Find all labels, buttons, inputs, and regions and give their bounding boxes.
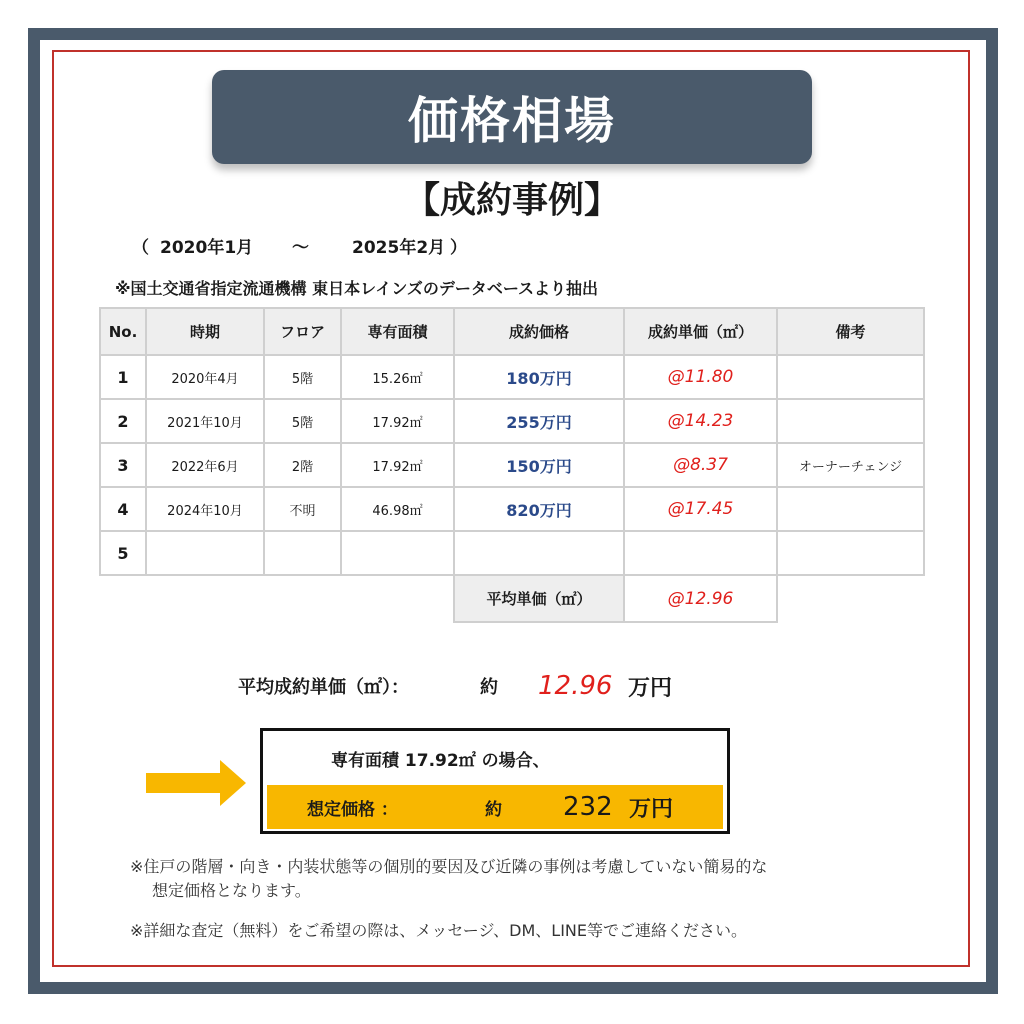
cell-unit-price: @14.23 (624, 399, 777, 443)
footnote-1-line2: 想定価格となります。 (152, 881, 311, 900)
header-floor: フロア (264, 308, 341, 355)
table-row (100, 399, 924, 443)
average-unit: 万円 (628, 675, 673, 701)
cell-no: 4 (100, 487, 146, 531)
cell-area (341, 531, 454, 575)
cell-floor (264, 531, 341, 575)
period-open: （ (132, 238, 149, 258)
cell-date: 2021年10月 (146, 399, 264, 443)
cell-unit-price (624, 531, 777, 575)
cell-note (777, 487, 924, 531)
period-end: 2025年2月 (352, 238, 446, 258)
cell-floor: 5階 (264, 355, 341, 399)
average-row (100, 575, 924, 622)
footnote-1-line1: ※住戸の階層・向き・内装状態等の個別的要因及び近隣の事例は考慮していない簡易的な (130, 857, 768, 876)
header-note: 備考 (777, 308, 924, 355)
estimate-label: 想定価格 ： (307, 799, 398, 820)
average-unit-wrap (628, 668, 672, 704)
title-banner (212, 70, 812, 164)
transaction-table (99, 307, 925, 623)
cell-note (777, 399, 924, 443)
cell-no: 1 (100, 355, 146, 399)
cell-unit-price: @17.45 (624, 487, 777, 531)
blank-cell (777, 575, 924, 622)
subtitle: 【成約事例】 (403, 180, 620, 221)
period-close: ） (450, 238, 467, 258)
table-row (100, 531, 924, 575)
cell-floor: 2階 (264, 443, 341, 487)
cell-note: オーナーチェンジ (777, 443, 924, 487)
cell-date: 2024年10月 (146, 487, 264, 531)
header-area: 専有面積 (341, 308, 454, 355)
estimate-value: 232 (563, 792, 613, 822)
blank-cell (100, 575, 454, 622)
table-row (100, 487, 924, 531)
average-label-wrap (238, 668, 409, 704)
estimate-condition: 専有面積 17.92㎡ の場合、 (331, 750, 550, 771)
cell-area: 17.92㎡ (341, 399, 454, 443)
average-value-wrap (538, 668, 612, 704)
cell-unit-price: @8.37 (624, 443, 777, 487)
cell-area: 46.98㎡ (341, 487, 454, 531)
avg-unit-label: 平均単価（㎡） (454, 575, 624, 622)
period-start: 2020年1月 (160, 238, 254, 258)
header-no: No. (100, 308, 146, 355)
table-row (100, 355, 924, 399)
arrow-right-icon (146, 760, 246, 806)
cell-floor: 5階 (264, 399, 341, 443)
cell-date: 2020年4月 (146, 355, 264, 399)
average-approx: 約 (480, 677, 498, 698)
period-separator: 〜 (292, 238, 309, 258)
cell-no: 3 (100, 443, 146, 487)
header-unit-price: 成約単価（㎡） (624, 308, 777, 355)
header-price: 成約価格 (454, 308, 624, 355)
avg-unit-value: @12.96 (624, 575, 777, 622)
page-title: 価格相場 (408, 92, 616, 150)
cell-note (777, 531, 924, 575)
estimate-highlight (267, 785, 723, 829)
cell-price: 820万円 (454, 487, 624, 531)
cell-area: 15.26㎡ (341, 355, 454, 399)
estimate-unit: 万円 (629, 796, 674, 822)
cell-date: 2022年6月 (146, 443, 264, 487)
source-note: ※国土交通省指定流通機構 東日本レインズのデータベースより抽出 (115, 279, 599, 298)
footnote-2: ※詳細な査定（無料）をご希望の際は、メッセージ、DM、LINE等でご連絡ください。 (130, 921, 748, 940)
average-value: 12.96 (538, 671, 613, 701)
cell-price: 150万円 (454, 443, 624, 487)
cell-price (454, 531, 624, 575)
table-row (100, 443, 924, 487)
cell-date (146, 531, 264, 575)
cell-area: 17.92㎡ (341, 443, 454, 487)
average-label: 平均成約単価（㎡）： (238, 677, 409, 698)
header-date: 時期 (146, 308, 264, 355)
table-header-row (100, 308, 924, 355)
cell-floor: 不明 (264, 487, 341, 531)
cell-price: 180万円 (454, 355, 624, 399)
cell-price: 255万円 (454, 399, 624, 443)
cell-no: 2 (100, 399, 146, 443)
cell-no: 5 (100, 531, 146, 575)
average-approx-wrap (480, 668, 498, 704)
cell-note (777, 355, 924, 399)
cell-unit-price: @11.80 (624, 355, 777, 399)
estimate-box (260, 728, 730, 834)
estimate-approx: 約 (485, 799, 502, 820)
